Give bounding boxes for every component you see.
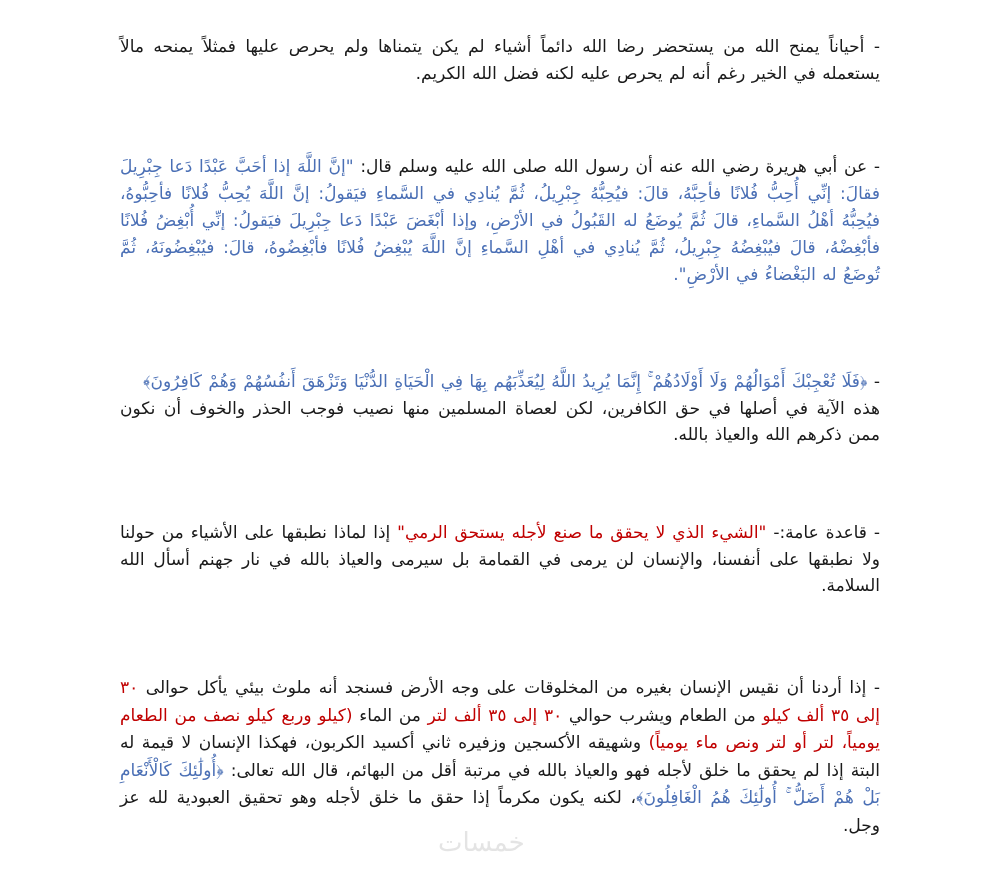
hadith-intro: - عن أبي هريرة رضي الله عنه أن رسول الله صلى الله عليه وسلم قال: xyxy=(353,157,880,177)
quran-verse-2: ﴿أُولَٰئِكَ كَالْأَنْعَامِ بَلْ هُمْ أَضَلُّ ۚ أُولَٰئِكَ هُمُ الْغَافِلُونَ﴾ xyxy=(120,760,881,808)
paragraph-3-dash: - xyxy=(867,372,880,392)
quran-verse-1: ﴿فَلَا تُعْجِبْكَ أَمْوَالُهُمْ وَلَا أَوْلَادُهُمْ ۚ إِنَّمَا يُرِيدُ اللَّهُ لِيُعَذِّبَهُم بِهَا فِي الْحَيَاةِ الدُّنْيَا وَتَزْهَقَ أَنفُسُهُمْ وَهُمْ كَافِرُونَ﴾ xyxy=(143,372,868,392)
paragraph-3-verse xyxy=(120,369,880,449)
consumption-text-b: من الطعام ويشرب حوالي xyxy=(562,705,763,726)
consumption-text-c: من الماء xyxy=(352,705,428,726)
paragraph-1 xyxy=(120,34,880,87)
consumption-text-e: ، لكنه يكون مكرماً إذا حقق ما خلق لأجله وهو تحقيق العبودية لله عز وجل. xyxy=(120,788,880,836)
water-amount: ٣٠ إلى ٣٥ ألف لتر xyxy=(427,705,563,726)
consumption-text-d: وشهيقه الأكسجين وزفيره ثاني أكسيد الكربون، فهكذا الإنسان لا قيمة له البتة إذا لم يحقق ما خلق لأجله فهو والعياذ بالله في مرتبة أقل من البهائم، قال الله تعالى: xyxy=(120,733,880,781)
watermark-logo: خمسات xyxy=(438,828,525,858)
rule-intro: - قاعدة عامة:- xyxy=(766,523,881,543)
consumption-text-a: - إذا أردنا أن نقيس الإنسان بغيره من المخلوقات على وجه الأرض فسنجد أنه ملوث بيئي يأكل حوالى xyxy=(138,678,880,698)
paragraph-1-text: - أحياناً يمنح الله من يستحضر رضا الله دائماً أشياء لم يكن يتمناها ولم يحرص عليها فمثلاً يمنحه مالاً يستعمله في الخير رغم أنه لم يحرص عليه لكنه فضل الله الكريم. xyxy=(120,37,880,84)
paragraph-5-consumption xyxy=(120,675,880,840)
paragraph-4-rule xyxy=(120,520,880,600)
paragraph-2-hadith xyxy=(120,154,880,289)
hadith-quote: "إنَّ اللَّهَ إذا أحَبَّ عَبْدًا دَعا جِبْرِيلَ فقالَ: إنِّي أُحِبُّ فُلانًا فأحِبَّهُ، قالَ: فيُحِبُّهُ جِبْرِيلُ، ثُمَّ يُنادِي في السَّماءِ فيَقولُ: إنَّ اللَّهَ يُحِبُّ فُلانًا فأحِبُّوهُ، فيُحِبُّهُ أهْلُ السَّماءِ، قالَ ثُمَّ يُوضَعُ له القَبُولُ في الأرْضِ، وإذا أبْغَضَ عَبْدًا دَعا جِبْرِيلَ فيَقولُ: إنِّي أُبْغِضُ فُلانًا فأبْغِضْهُ، قالَ فيُبْغِضُهُ جِبْرِيلُ، ثُمَّ يُنادِي في أهْلِ السَّماءِ إنَّ اللَّهَ يُبْغِضُ فُلانًا فأبْغِضُوهُ، قالَ: فيُبْغِضُونَهُ، ثُمَّ تُوضَعُ له البَغْضاءُ في الأرْضِ". xyxy=(120,157,880,285)
food-amount: ٣٠ إلى ٣٥ ألف كيلو xyxy=(120,678,880,726)
verse-commentary: هذه الآية في أصلها في حق الكافرين، لكن لعصاة المسلمين منها نصيب فوجب الحذر والخوف أن نكون ممن ذكرهم الله والعياذ بالله. xyxy=(120,398,880,445)
daily-amounts: (كيلو وربع كيلو نصف من الطعام يومياً، لتر أو لتر ونص ماء يومياً) xyxy=(120,705,880,753)
rule-quote: "الشيء الذي لا يحقق ما صنع لأجله يستحق الرمي" xyxy=(397,523,767,543)
rule-text: إذا لماذا نطبقها على الأشياء من حولنا ولا نطبقها على أنفسنا، والإنسان لن يرمى في القمامة بل سيرمى والعياذ بالله في نار جهنم أسأل الله السلامة. xyxy=(120,523,880,596)
